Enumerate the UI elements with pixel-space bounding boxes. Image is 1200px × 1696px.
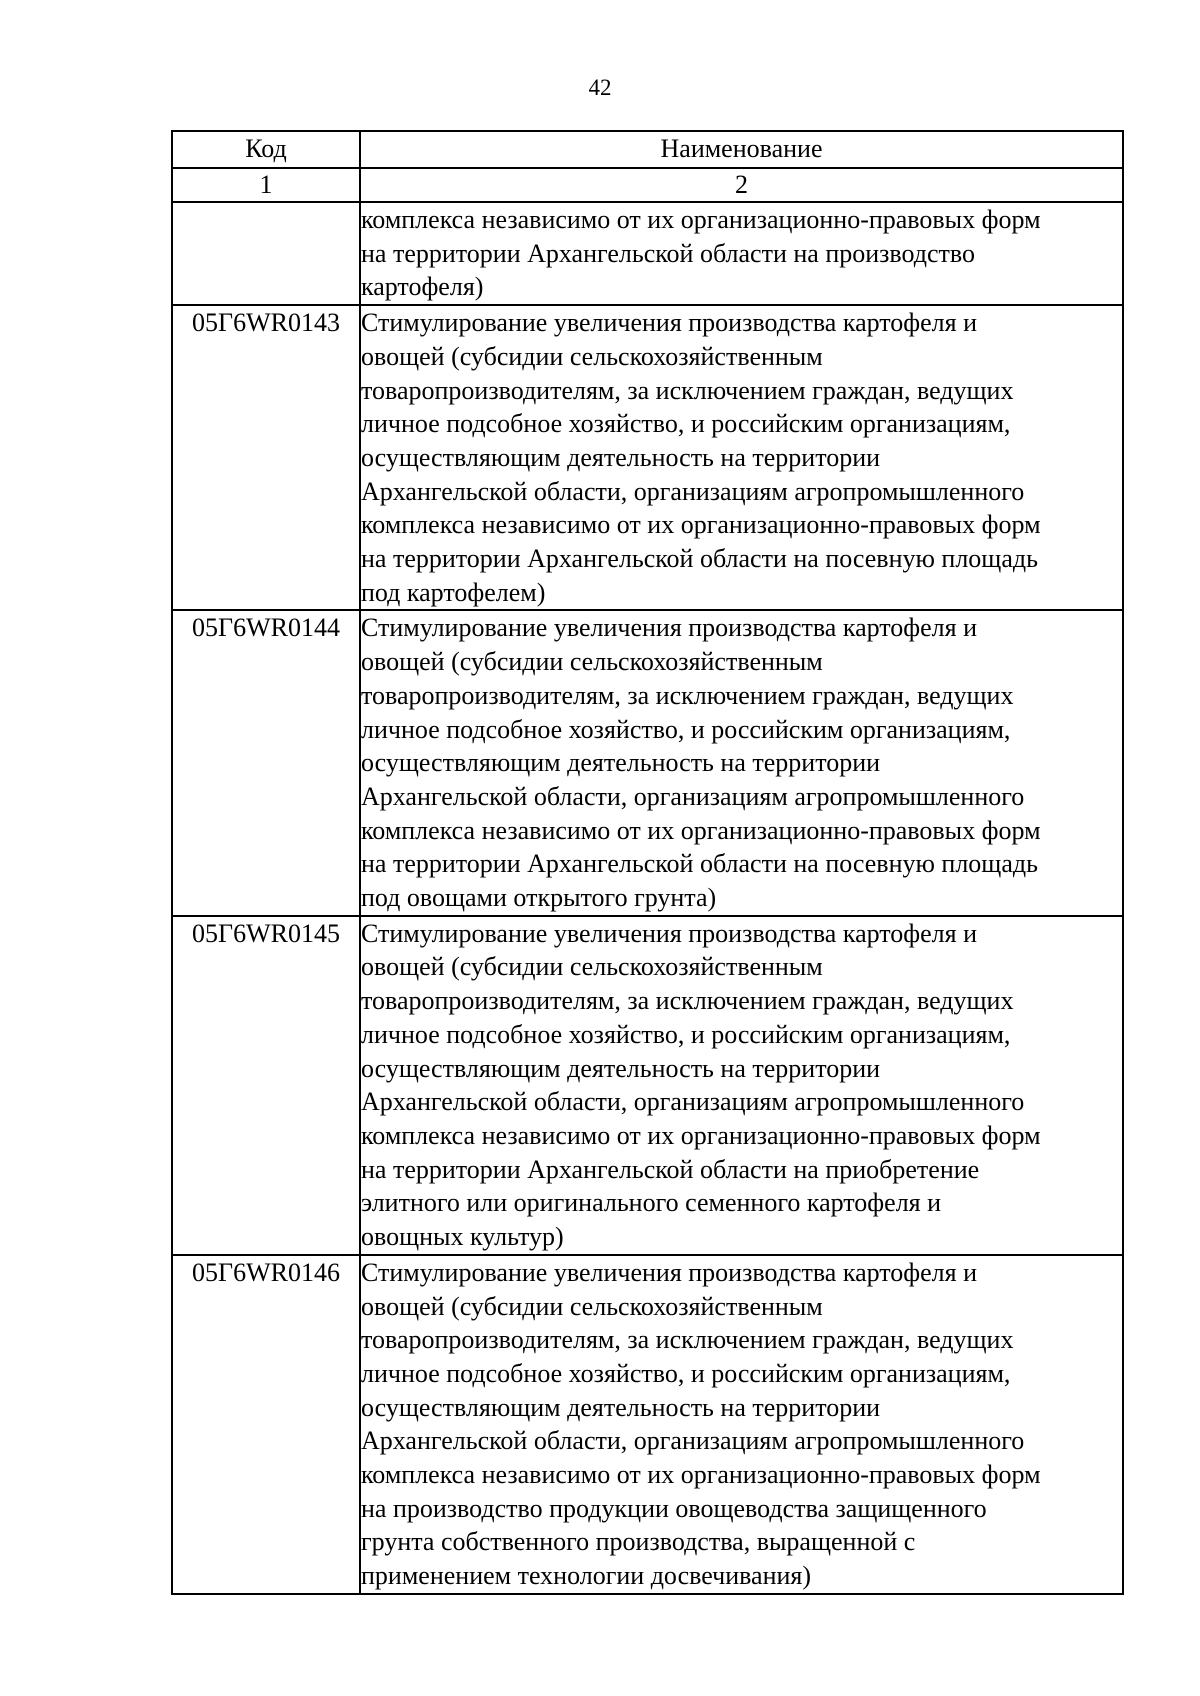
name-line: Архангельской области, организациям агропромышленного [361,1426,1025,1456]
name-line: Стимулирование увеличения производства картофеля и [361,613,978,643]
name-line: комплекса независимо от их организационно-правовых форм [361,1120,1041,1150]
name-line: товаропроизводителям, за исключением граждан, ведущих [361,375,1014,405]
name-line: овощей (субсидии сельскохозяйственным [361,1291,823,1321]
table-row [172,202,1123,305]
header-row [172,131,1123,168]
name-line: овощей (субсидии сельскохозяйственным [361,647,823,677]
name-line: на территории Архангельской области на посевную площадь [361,544,1038,574]
name-line: комплекса независимо от их организационно-правовых форм [361,510,1041,540]
name-line: на территории Архангельской области на приобретение [361,1154,980,1184]
name-line: овощей (субсидии сельскохозяйственным [361,341,823,371]
table-row [172,1255,1123,1594]
name-line: товаропроизводителям, за исключением граждан, ведущих [361,986,1014,1016]
column-number-row [172,168,1123,202]
budget-code-table [171,130,1124,1595]
name-line: товаропроизводителям, за исключением граждан, ведущих [361,1325,1014,1355]
name-line: элитного или оригинального семенного картофеля и [361,1188,942,1218]
name-line: применением технологии досвечивания) [361,1561,812,1591]
code-cell: 05Г6WR0144 [172,610,360,915]
name-line: Архангельской области, организациям агропромышленного [361,1087,1025,1117]
code-cell: 05Г6WR0146 [172,1255,360,1594]
column-number-code: 1 [172,168,360,202]
name-line: овощных культур) [361,1222,564,1252]
name-cell [360,610,1123,915]
name-line: осуществляющим деятельность на территории [361,1392,881,1422]
name-line: Архангельской области, организациям агропромышленного [361,781,1025,811]
header-code: Код [172,131,360,168]
name-line: комплекса независимо от их организационно-правовых форм [361,1460,1041,1490]
table-row [172,916,1123,1255]
name-line: Стимулирование увеличения производства картофеля и [361,1257,978,1287]
name-line: осуществляющим деятельность на территории [361,1053,881,1083]
name-line: осуществляющим деятельность на территории [361,748,881,778]
name-line: комплекса независимо от их организационно-правовых форм [361,815,1041,845]
name-cell [360,916,1123,1255]
page-number: 42 [588,75,612,100]
name-cell [360,202,1123,305]
code-cell: 05Г6WR0145 [172,916,360,1255]
name-line: личное подсобное хозяйство, и российским организациям, [361,1019,1011,1049]
code-cell [172,202,360,305]
name-line: картофеля) [361,272,484,302]
name-cell [360,305,1123,610]
name-line: осуществляющим деятельность на территории [361,442,881,472]
name-line: товаропроизводителям, за исключением граждан, ведущих [361,680,1014,710]
name-cell [360,1255,1123,1594]
table-row [172,305,1123,610]
name-line: Архангельской области, организациям агропромышленного [361,476,1025,506]
name-line: под картофелем) [361,577,546,607]
table-row [172,610,1123,915]
name-line: Стимулирование увеличения производства картофеля и [361,308,978,338]
name-line: на производство продукции овощеводства защищенного [361,1493,987,1523]
column-number-name: 2 [360,168,1123,202]
name-line: Стимулирование увеличения производства картофеля и [361,918,978,948]
name-line: под овощами открытого грунта) [361,883,717,913]
code-cell: 05Г6WR0143 [172,305,360,610]
name-line: овощей (субсидии сельскохозяйственным [361,952,823,982]
name-line: на территории Архангельской области на производство [361,238,976,268]
name-line: на территории Архангельской области на посевную площадь [361,849,1038,879]
name-line: личное подсобное хозяйство, и российским организациям, [361,409,1011,439]
name-line: личное подсобное хозяйство, и российским организациям, [361,714,1011,744]
name-line: грунта собственного производства, выращенной с [361,1527,916,1557]
name-line: комплекса независимо от их организационно-правовых форм [361,205,1041,234]
header-name: Наименование [360,131,1123,168]
name-line: личное подсобное хозяйство, и российским организациям, [361,1358,1011,1388]
